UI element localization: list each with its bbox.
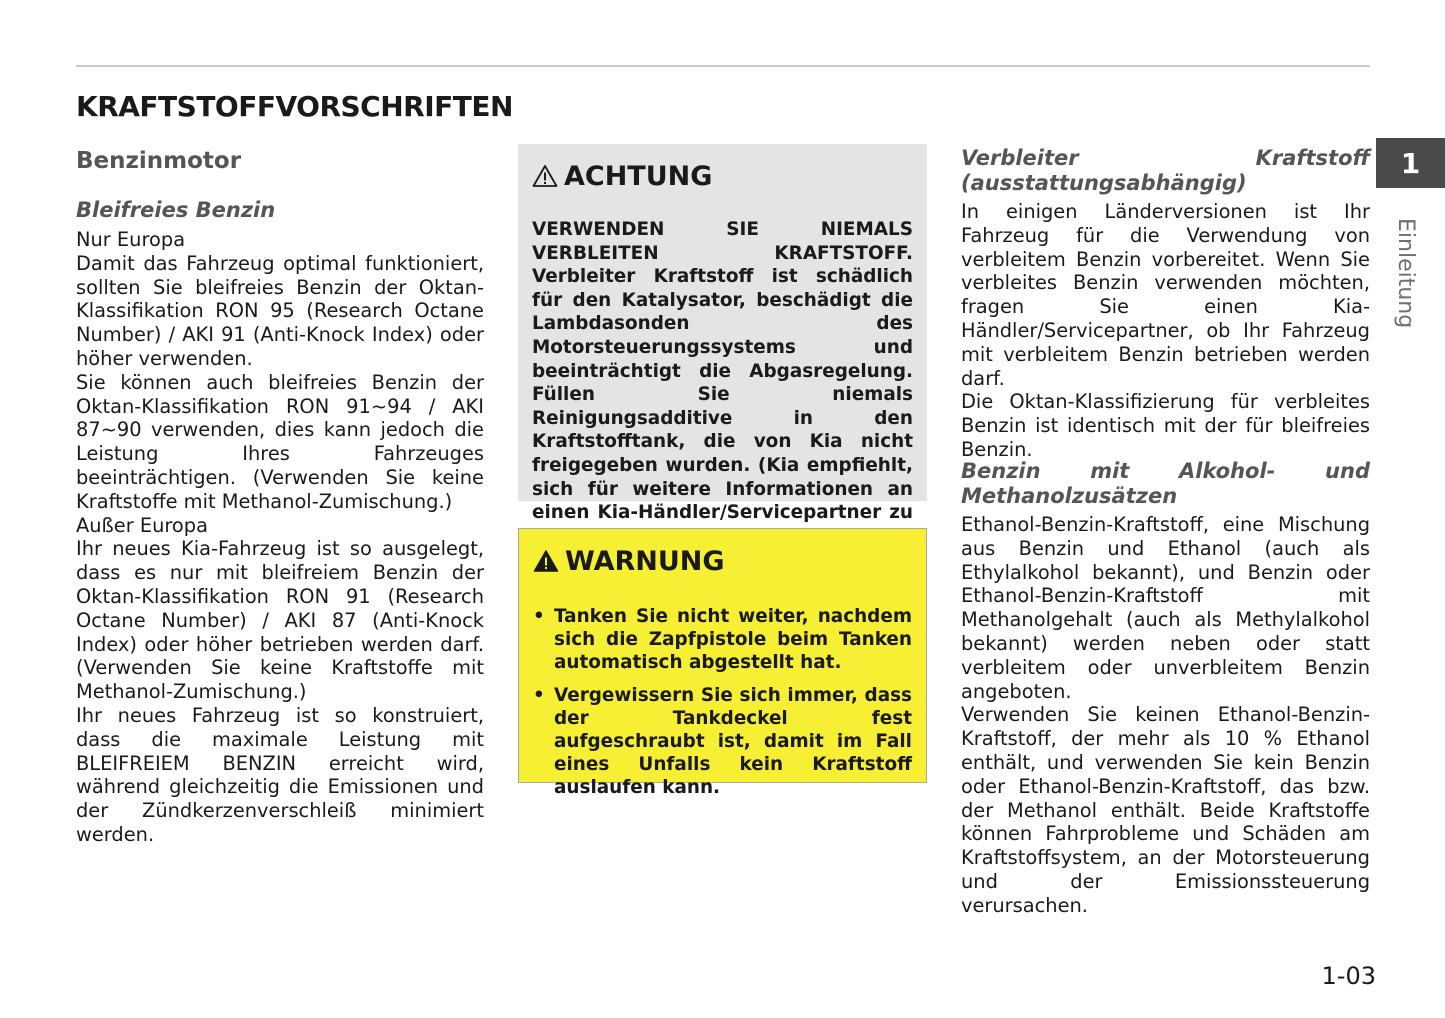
warnung-title: WARNUNG: [565, 545, 725, 577]
achtung-title: ACHTUNG: [564, 160, 713, 192]
subheading-benzin-alkohol-methanol: Benzin mit Alkohol- und Methanolzusätzen: [961, 459, 1370, 508]
achtung-caution-box: [518, 144, 927, 524]
paragraph: Die Oktan-Klassifizierung für verbleites Benzin ist identisch mit der für bleifreies Benzin.: [961, 390, 1370, 461]
chapter-number-tab: 1: [1376, 138, 1445, 188]
label-nur-europa: Nur Europa: [76, 228, 186, 251]
section-heading-benzinmotor: Benzinmotor: [76, 148, 242, 174]
warnung-list: [533, 605, 912, 800]
warnung-warning-box: [518, 528, 927, 799]
column-3-section-1-body: [961, 200, 1370, 462]
paragraph: Ihr neues Kia-Fahrzeug ist so ausgelegt, dass es nur mit bleifreiem Benzin der Oktan-Klassifikation RON 91 (Research Octane Number) / AKI 87 (Anti-Knock Index) oder höher betrieben werden darf. (Verwenden Sie keine Kraftstoffe mit Methanol-Zumischung.): [76, 537, 484, 704]
column-3-section-2-body: [961, 513, 1370, 918]
paragraph: Ihr neues Fahrzeug ist so konstruiert, dass die maximale Leistung mit BLEIFREIEM BENZIN erreicht wird, während gleichzeitig die Emissionen und der Zündkerzenverschleiß minimiert werden.: [76, 703, 484, 846]
list-item: • Tanken Sie nicht weiter, nachdem sich die Zapfpistole beim Tanken automatisch abgestellt hat.: [533, 606, 912, 674]
warnung-title-row: [533, 541, 912, 581]
achtung-text: VERWENDEN SIE NIEMALS VERBLEITEN KRAFTSTOFF. Verbleiter Kraftstoff ist schädlich für den Katalysator, beschädigt die Lambdasonden des Motorsteuerungssystems und beeinträchtigt die Abgasregelung. Füllen Sie niemals Reinigungsadditive in den Kraftstofftank, die von Kia nicht freigegeben wurden. (Kia empfiehlt, sich für weitere Informationen an einen Kia-Händler/Servicepartner zu: [532, 219, 913, 524]
paragraph: Verwenden Sie keinen Ethanol-Benzin-Kraftstoff, der mehr als 10 % Ethanol enthält, und verwenden Sie kein Benzin oder Ethanol-Benzin-Kraftstoff, das bzw. der Methanol enthält. Beide Kraftstoffe können Fahrprobleme und Schäden am Kraftstoffsystem, an der Motorsteuerung und der Emissionssteuerung verursachen.: [961, 703, 1370, 917]
page-number: 1-03: [1321, 962, 1376, 990]
paragraph: Damit das Fahrzeug optimal funktioniert, sollten Sie bleifreies Benzin der Oktan-Klassifikation RON 95 (Research Octane Number) / AKI 91 (Anti-Knock Index) oder höher verwenden.: [76, 251, 484, 370]
warning-triangle-filled-icon: [533, 549, 559, 573]
page-title: KRAFTSTOFFVORSCHRIFTEN: [76, 90, 513, 123]
chapter-label: Einleitung: [1393, 218, 1418, 329]
label-ausser-europa: Außer Europa: [76, 513, 208, 537]
subheading-verbleiter-kraftstoff: Verbleiter Kraftstoff (ausstattungsabhängig): [961, 146, 1370, 195]
paragraph: In einigen Länderversionen ist Ihr Fahrzeug für die Verwendung von verbleitem Benzin vorbereitet. Wenn Sie verbleites Benzin verwenden möchten, fragen Sie einen Kia-Händler/Servicepartner, ob Ihr Fahrzeug mit verbleitem Benzin betrieben werden darf.: [961, 200, 1370, 390]
paragraph: Sie können auch bleifreies Benzin der Oktan-Klassifikation RON 91~94 / AKI 87~90 verwenden, dies kann jedoch die Leistung Ihres Fahrzeuges beeinträchtigen. (Verwenden Sie keine Kraftstoffe mit Methanol-Zumischung.): [76, 370, 484, 513]
warning-triangle-outline-icon: [532, 164, 558, 188]
paragraph: Ethanol-Benzin-Kraftstoff, eine Mischung aus Benzin und Ethanol (auch als Ethylalkohol bekannt), und Benzin oder Ethanol-Benzin-Kraftstoff mit Methanolgehalt (auch als Methylalkohol bekannt) werden neben oder statt verbleitem oder unverbleitem Benzin angeboten.: [961, 513, 1370, 703]
column-1-body: [76, 228, 484, 847]
subheading-bleifreies-benzin: Bleifreies Benzin: [76, 198, 276, 222]
top-divider: [76, 65, 1370, 67]
list-item: • Vergewissern Sie sich immer, dass der Tankdeckel fest aufgeschraubt ist, damit im Fall eines Unfalls kein Kraftstoff auslaufen kann.: [533, 684, 912, 799]
achtung-title-row: [532, 156, 913, 196]
